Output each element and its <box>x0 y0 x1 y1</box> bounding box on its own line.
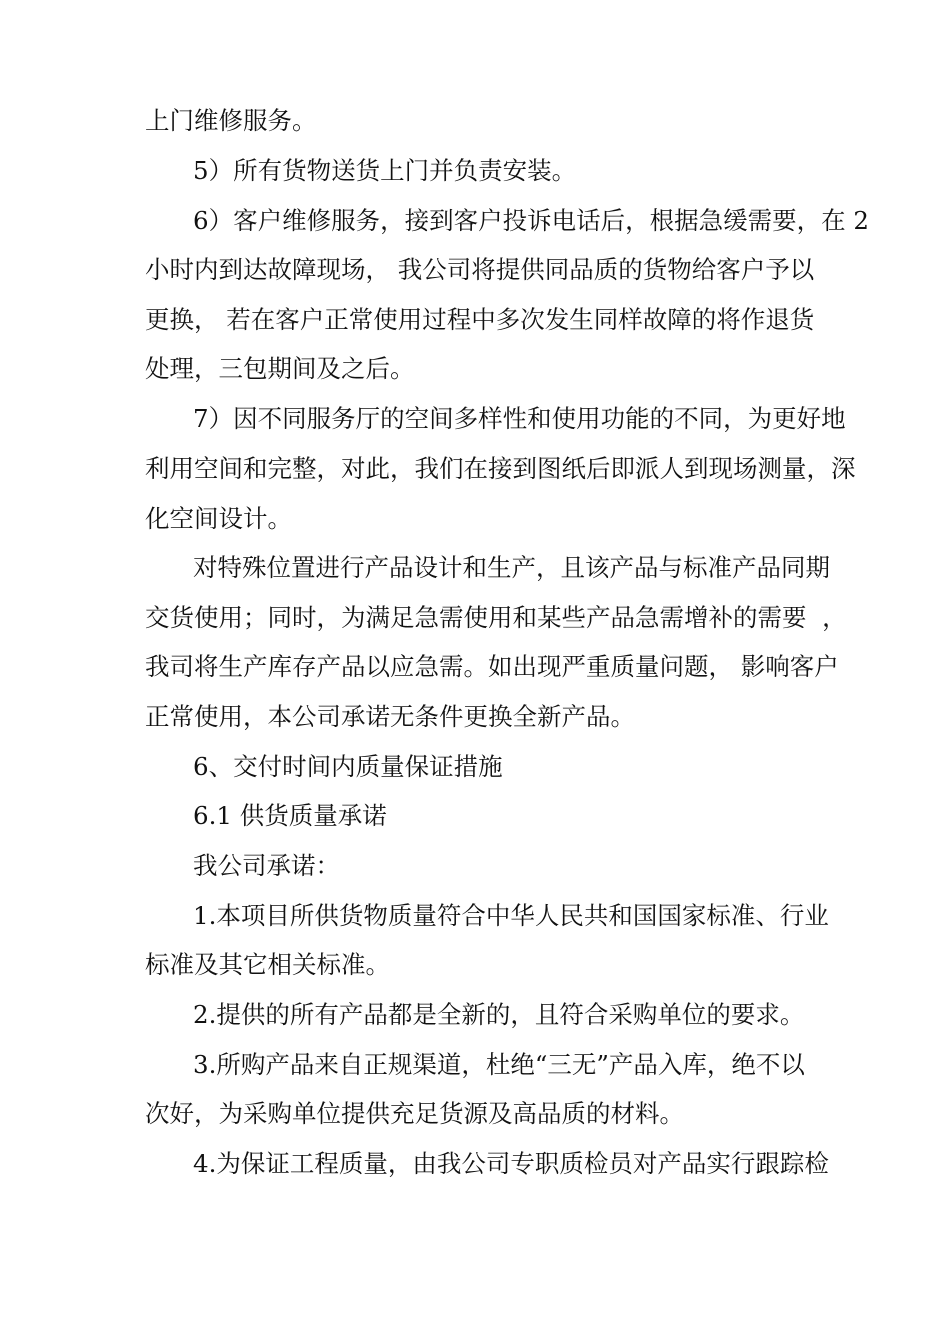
text-line: 上门维修服务。 <box>145 106 317 135</box>
text-line: 化空间设计。 <box>145 504 292 533</box>
text-line: 标准及其它相关标准。 <box>145 950 390 979</box>
text-line: 更换， 若在客户正常使用过程中多次发生同样故障的将作退货 <box>145 305 815 334</box>
text-line: 我公司承诺： <box>193 851 340 880</box>
text-line: 处理，三包期间及之后。 <box>145 354 415 383</box>
text-line: 交货使用；同时，为满足急需使用和某些产品急需增补的需要 ， <box>145 603 847 632</box>
text-line: 6）客户维修服务，接到客户投诉电话后，根据急缓需要，在 2 <box>193 206 869 235</box>
text-line: 5）所有货物送货上门并负责安装。 <box>193 156 577 185</box>
list-item: 1.本项目所供货物质量符合中华人民共和国国家标准、行业 <box>193 901 829 930</box>
subsection-heading: 6.1 供货质量承诺 <box>193 801 387 830</box>
text-line: 正常使用，本公司承诺无条件更换全新产品。 <box>145 702 635 731</box>
section-heading: 6、交付时间内质量保证措施 <box>193 752 503 781</box>
text-line: 我司将生产库存产品以应急需。如出现严重质量问题， 影响客户 <box>145 652 839 681</box>
list-item: 4.为保证工程质量，由我公司专职质检员对产品实行跟踪检 <box>193 1149 829 1178</box>
list-item: 3.所购产品来自正规渠道，杜绝“三无”产品入库，绝不以 <box>193 1050 805 1079</box>
text-line: 7）因不同服务厅的空间多样性和使用功能的不同，为更好地 <box>193 404 846 433</box>
text-line: 小时内到达故障现场， 我公司将提供同品质的货物给客户予以 <box>145 255 815 284</box>
text-line: 利用空间和完整，对此，我们在接到图纸后即派人到现场测量，深 <box>145 454 856 483</box>
list-item: 2.提供的所有产品都是全新的，且符合采购单位的要求。 <box>193 1000 805 1029</box>
text-line: 对特殊位置进行产品设计和生产，且该产品与标准产品同期 <box>193 553 830 582</box>
text-line: 次好，为采购单位提供充足货源及高品质的材料。 <box>145 1099 684 1128</box>
